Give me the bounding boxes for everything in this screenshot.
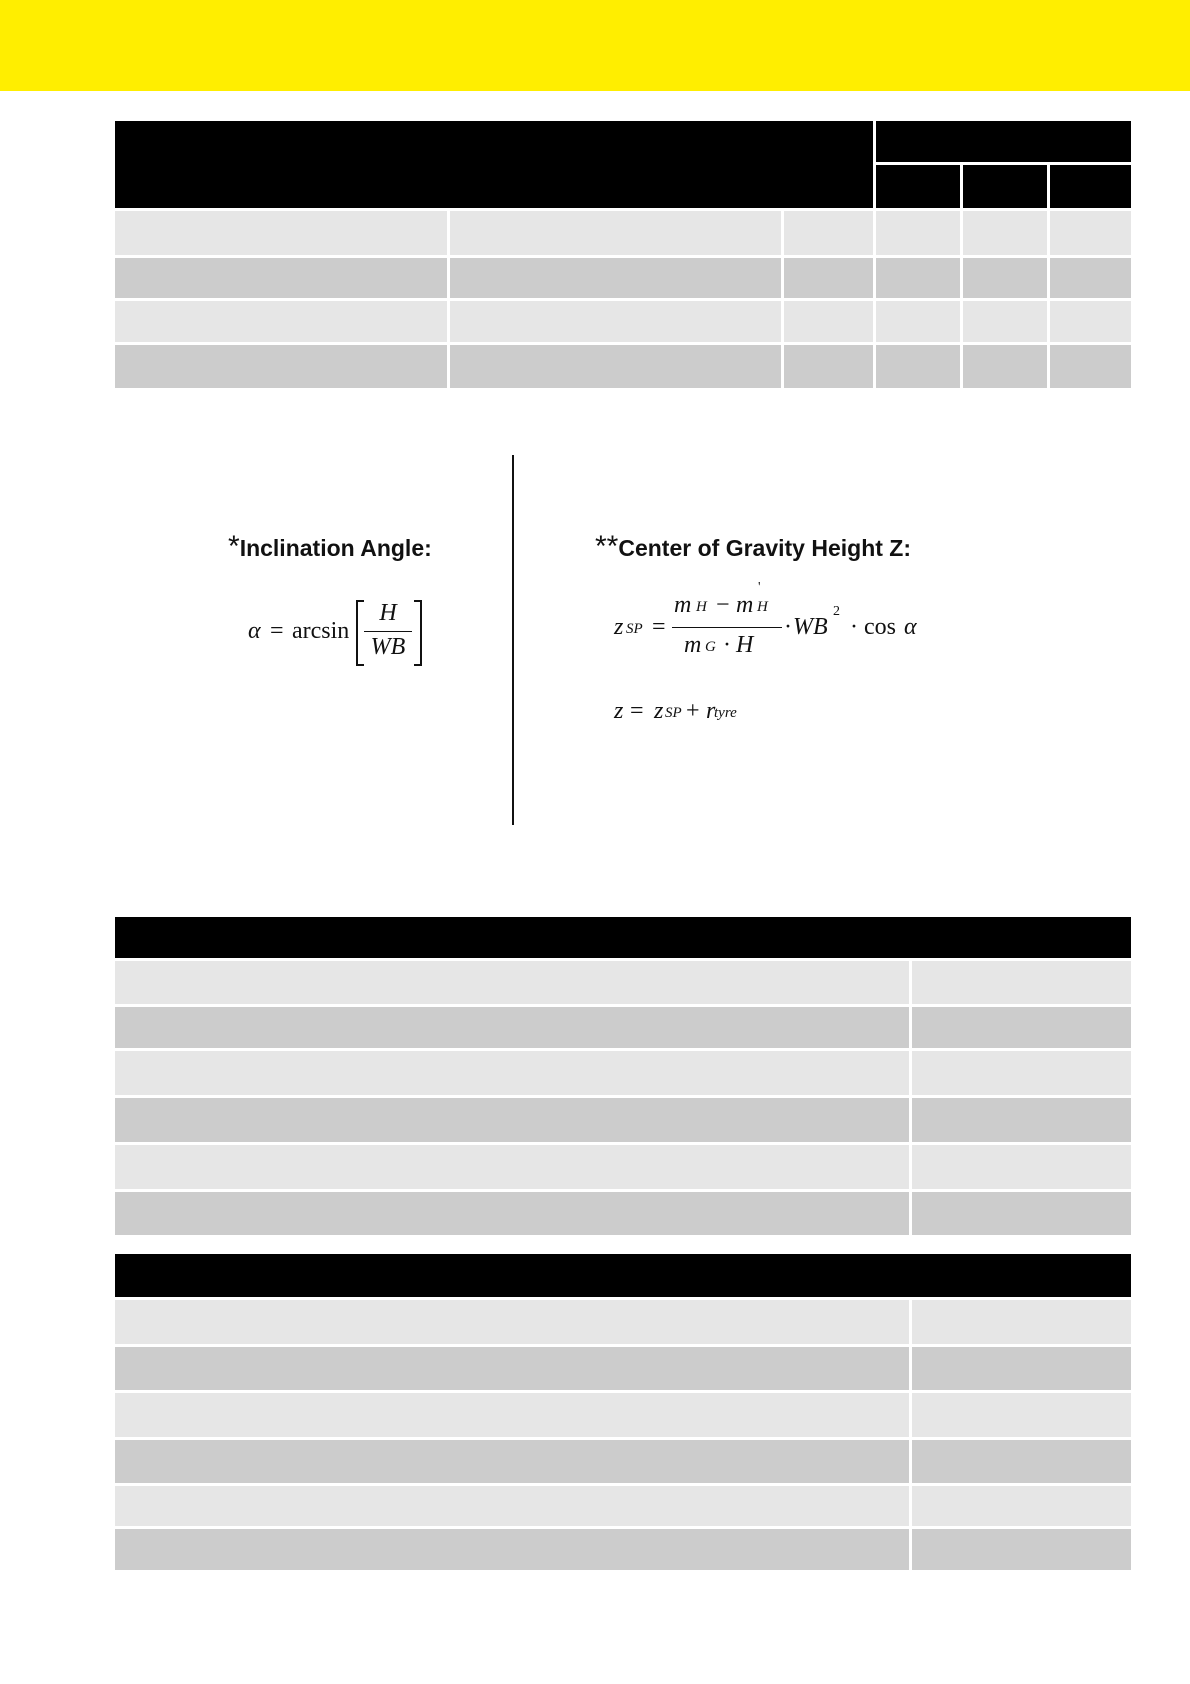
table-cell [912,1347,1131,1390]
table-row [115,1393,909,1437]
fraction-bar [364,631,412,632]
table-cell [1050,211,1131,255]
footnote-star: * [228,530,240,563]
vertical-divider [512,455,514,825]
table-cell [876,301,960,342]
table-cell [450,301,781,342]
cog-formula: z SP = m H − m ' H m G · H · WB 2 · cos α [614,580,917,658]
table-cell [912,1529,1131,1570]
table-cell [912,1098,1131,1142]
table-cell [1050,258,1131,298]
table-row [115,1145,909,1189]
bracket-left [356,600,364,666]
table-cell [912,1051,1131,1095]
table-cell [450,345,781,388]
table-header-main [115,121,873,208]
table-cell [912,1440,1131,1483]
table-cell [963,345,1047,388]
table-cell [912,1393,1131,1437]
cog-title: **Center of Gravity Height Z: [595,530,912,563]
table-cell [912,961,1131,1004]
table-row [115,961,909,1004]
table-row [115,345,447,388]
table-header-group [876,121,1131,162]
table-row [115,211,447,255]
table-cell [450,258,781,298]
table-cell [784,211,873,255]
table-cell [963,258,1047,298]
table-row [115,1529,909,1570]
table-header-sub-1 [876,165,960,208]
table-cell [963,211,1047,255]
table-cell [912,1007,1131,1048]
table-cell [912,1300,1131,1344]
table-row [115,301,447,342]
table-row [115,1300,909,1344]
inclination-formula: α = arcsin H WB [248,598,448,668]
top-table [115,121,1131,389]
table-cell [912,1145,1131,1189]
table-cell [784,301,873,342]
table-row [115,1486,909,1526]
table-cell [876,211,960,255]
table-header [115,1254,1131,1297]
table-row [115,1347,909,1390]
fraction-bar [672,627,782,628]
table-header-sub-2 [963,165,1047,208]
table-cell [912,1486,1131,1526]
table-cell [784,345,873,388]
footnote-stars: ** [595,530,619,563]
table-cell [1050,345,1131,388]
inclination-title: *Inclination Angle: [228,530,432,563]
table-cell [784,258,873,298]
table-cell [1050,301,1131,342]
table-cell [450,211,781,255]
table-row [115,258,447,298]
bottom-table [115,1254,1131,1576]
middle-table [115,917,1131,1237]
table-row [115,1051,909,1095]
bracket-right [414,600,422,666]
header-band [0,0,1190,91]
table-cell [876,345,960,388]
table-row [115,1007,909,1048]
table-cell [876,258,960,298]
table-row [115,1098,909,1142]
table-cell [963,301,1047,342]
table-cell [912,1192,1131,1235]
table-row [115,1192,909,1235]
cog-formula-line2: z = z SP + r tyre [614,698,737,724]
table-row [115,1440,909,1483]
table-header-sub-3 [1050,165,1131,208]
table-header [115,917,1131,958]
